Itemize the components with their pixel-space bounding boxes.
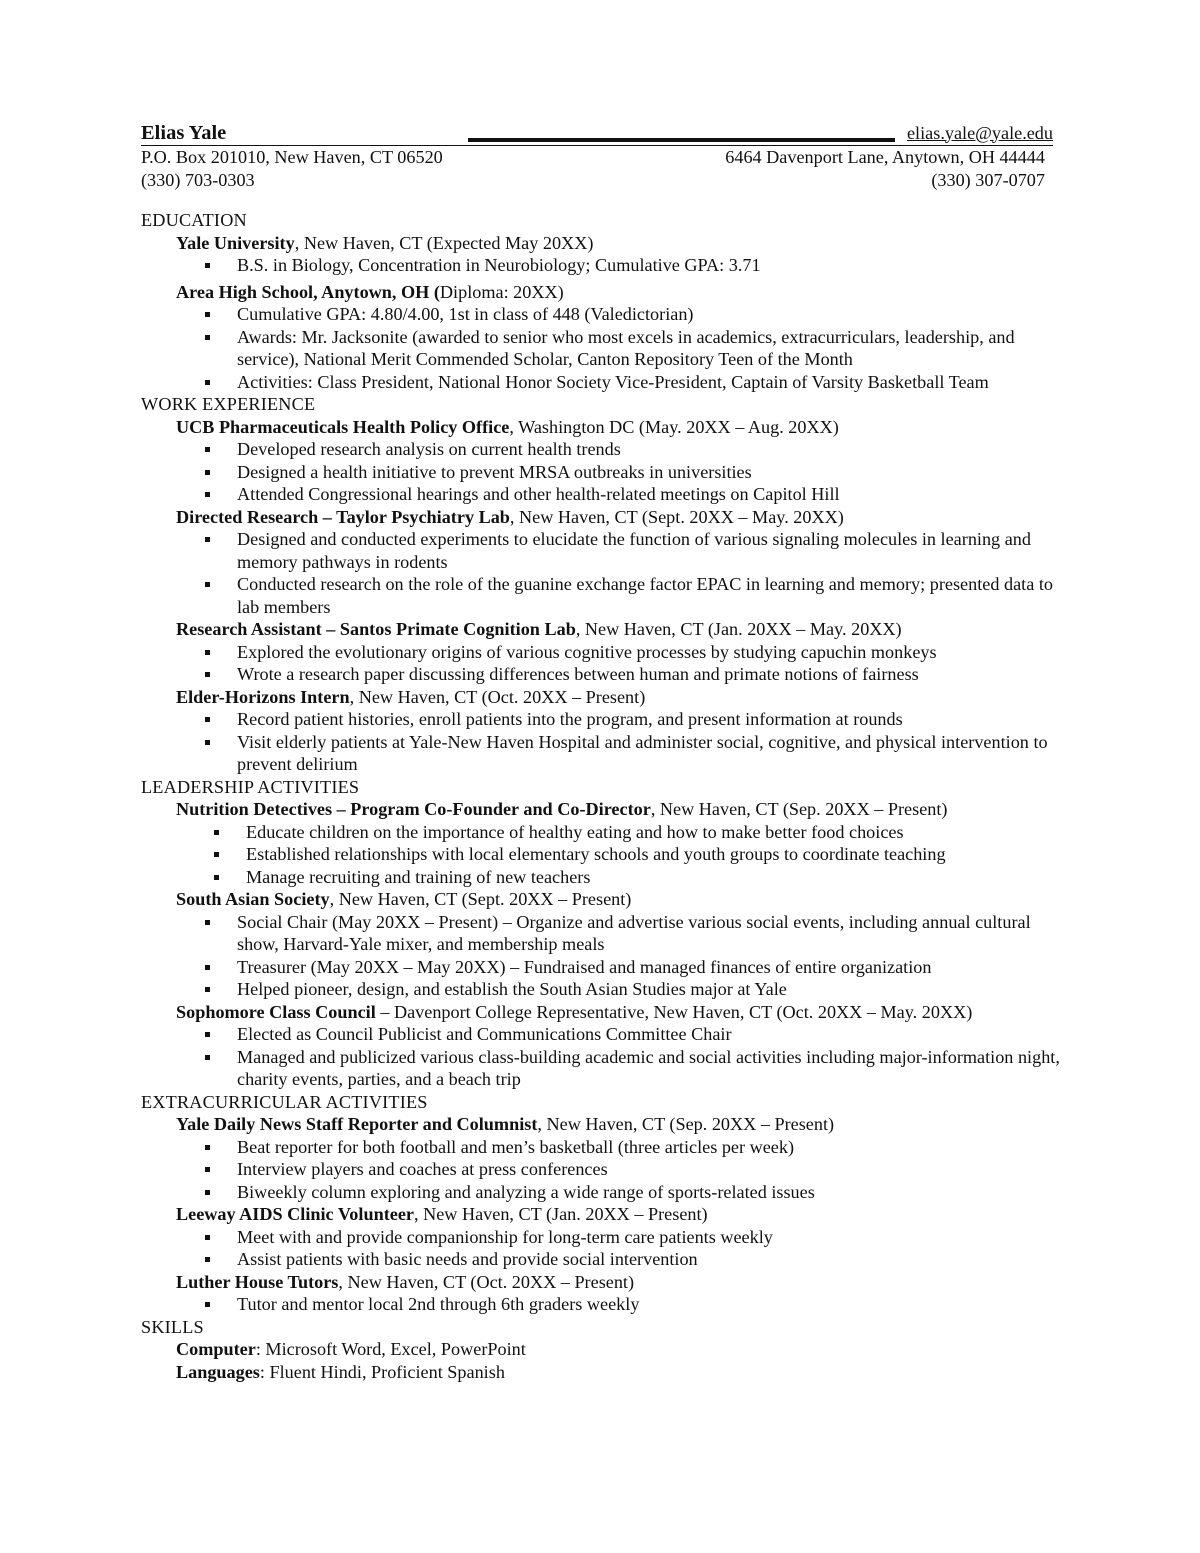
list-item: Tutor and mentor local 2nd through 6th graders weekly — [237, 1293, 1071, 1316]
email-link[interactable]: elias.yale@yale.edu — [906, 122, 1053, 143]
list-item: Interview players and coaches at press conferences — [237, 1158, 1071, 1181]
entry-heading: Sophomore Class Council – Davenport College Representative, New Haven, CT (Oct. 20XX – May. 20XX) — [176, 1001, 973, 1022]
list-item: Helped pioneer, design, and establish the South Asian Studies major at Yale — [237, 978, 1071, 1001]
section-title: WORK EXPERIENCE — [141, 394, 316, 414]
bullet-list — [141, 1023, 1071, 1091]
list-item: Beat reporter for both football and men’s basketball (three articles per week) — [237, 1136, 1071, 1159]
section-title: EXTRACURRICULAR ACTIVITIES — [141, 1091, 428, 1112]
list-item: Conducted research on the role of the guanine exchange factor EPAC in learning and memory; presented data to lab members — [237, 573, 1071, 618]
entry-heading: Area High School, Anytown, OH (Diploma: 20XX) — [176, 281, 564, 302]
list-item: Awards: Mr. Jacksonite (awarded to senior who most excels in academics, extracurriculars, leadership, and service), National Merit Commended Scholar, Canton Repository Teen of the Month — [237, 326, 1071, 371]
list-item: Managed and publicized various class-building academic and social activities including major-information night, charity events, parties, and a beach trip — [237, 1046, 1071, 1091]
home-address: 6464 Davenport Lane, Anytown, OH 44444 — [725, 147, 1045, 167]
list-item: Explored the evolutionary origins of various cognitive processes by studying capuchin monkeys — [237, 641, 1071, 664]
work-section — [141, 393, 1071, 776]
entry-heading: Research Assistant – Santos Primate Cognition Lab, New Haven, CT (Jan. 20XX – May. 20XX) — [176, 619, 902, 639]
campus-address: P.O. Box 201010, New Haven, CT 06520 — [141, 147, 443, 167]
home-phone: (330) 307-0707 — [931, 169, 1045, 190]
bullet-list — [141, 641, 1071, 686]
phone-row — [141, 169, 1053, 192]
skill-item: Computer: Microsoft Word, Excel, PowerPoint — [176, 1339, 526, 1359]
entry-heading: Nutrition Detectives – Program Co-Founder and Co-Director, New Haven, CT (Sep. 20XX – Present) — [176, 799, 948, 819]
entry-heading: Directed Research – Taylor Psychiatry Lab, New Haven, CT (Sept. 20XX – May. 20XX) — [176, 506, 844, 527]
bullet-list — [141, 821, 1071, 889]
list-item: Attended Congressional hearings and other health-related meetings on Capitol Hill — [237, 483, 1071, 506]
list-item: Record patient histories, enroll patients into the program, and present information at rounds — [237, 708, 1071, 731]
list-item: Assist patients with basic needs and provide social intervention — [237, 1248, 1071, 1271]
section-title: EDUCATION — [141, 210, 247, 230]
list-item: Wrote a research paper discussing differences between human and primate notions of fairness — [237, 663, 1071, 686]
list-item: Meet with and provide companionship for long-term care patients weekly — [237, 1226, 1071, 1249]
section-title: LEADERSHIP ACTIVITIES — [141, 776, 360, 797]
entry-heading: Elder-Horizons Intern, New Haven, CT (Oct. 20XX – Present) — [176, 686, 646, 707]
education-section — [141, 209, 1071, 393]
bullet-list — [141, 303, 1071, 393]
list-item: Activities: Class President, National Honor Society Vice-President, Captain of Varsity Basketball Team — [237, 371, 1071, 394]
list-item: Designed and conducted experiments to elucidate the function of various signaling molecules in learning and memory pathways in rodents — [237, 528, 1071, 573]
list-item: Developed research analysis on current health trends — [237, 438, 1071, 461]
list-item: Established relationships with local elementary schools and youth groups to coordinate teaching — [246, 843, 1071, 866]
list-item: Educate children on the importance of healthy eating and how to make better food choices — [246, 821, 1071, 844]
entry-heading: UCB Pharmaceuticals Health Policy Office, Washington DC (May. 20XX – Aug. 20XX) — [176, 416, 839, 437]
list-item: Treasurer (May 20XX – May 20XX) – Fundraised and managed finances of entire organization — [237, 956, 1071, 979]
list-item: Manage recruiting and training of new teachers — [246, 866, 1071, 889]
bullet-list — [141, 438, 1071, 506]
header-rule — [468, 138, 895, 142]
campus-phone: (330) 703-0303 — [141, 169, 255, 190]
resume-body — [141, 209, 1071, 1383]
bullet-list — [141, 528, 1071, 618]
bullet-list — [141, 911, 1071, 1001]
extracurricular-section — [141, 1091, 1071, 1316]
leadership-section — [141, 776, 1071, 1091]
resume-header — [141, 120, 1053, 191]
entry-heading: Luther House Tutors, New Haven, CT (Oct. 20XX – Present) — [176, 1271, 635, 1292]
bullet-list — [141, 254, 1071, 277]
entry-heading: South Asian Society, New Haven, CT (Sept. 20XX – Present) — [176, 889, 632, 909]
list-item: Biweekly column exploring and analyzing a wide range of sports-related issues — [237, 1181, 1071, 1204]
list-item: Social Chair (May 20XX – Present) – Organize and advertise various social events, including annual cultural show, Harvard-Yale mixer, and membership meals — [237, 911, 1071, 956]
list-item: Visit elderly patients at Yale-New Haven Hospital and administer social, cognitive, and physical intervention to prevent delirium — [237, 731, 1071, 776]
candidate-name: Elias Yale — [141, 121, 227, 144]
entry-heading: Yale University, New Haven, CT (Expected May 20XX) — [176, 232, 594, 253]
bullet-list — [141, 1136, 1071, 1204]
list-item: Elected as Council Publicist and Communications Committee Chair — [237, 1023, 1071, 1046]
entry-heading: Leeway AIDS Clinic Volunteer, New Haven, CT (Jan. 20XX – Present) — [176, 1204, 708, 1224]
list-item: Designed a health initiative to prevent MRSA outbreaks in universities — [237, 461, 1071, 484]
skill-item: Languages: Fluent Hindi, Proficient Spanish — [176, 1361, 505, 1382]
bullet-list — [141, 1226, 1071, 1271]
skills-section — [141, 1316, 1071, 1384]
section-title: SKILLS — [141, 1316, 204, 1337]
bullet-list — [141, 708, 1071, 776]
bullet-list — [141, 1293, 1071, 1316]
address-row — [141, 146, 1053, 169]
list-item: Cumulative GPA: 4.80/4.00, 1st in class of 448 (Valedictorian) — [237, 303, 1071, 326]
name-row — [141, 120, 1053, 144]
list-item: B.S. in Biology, Concentration in Neurobiology; Cumulative GPA: 3.71 — [237, 254, 1071, 277]
entry-heading: Yale Daily News Staff Reporter and Columnist, New Haven, CT (Sep. 20XX – Present) — [176, 1114, 835, 1134]
